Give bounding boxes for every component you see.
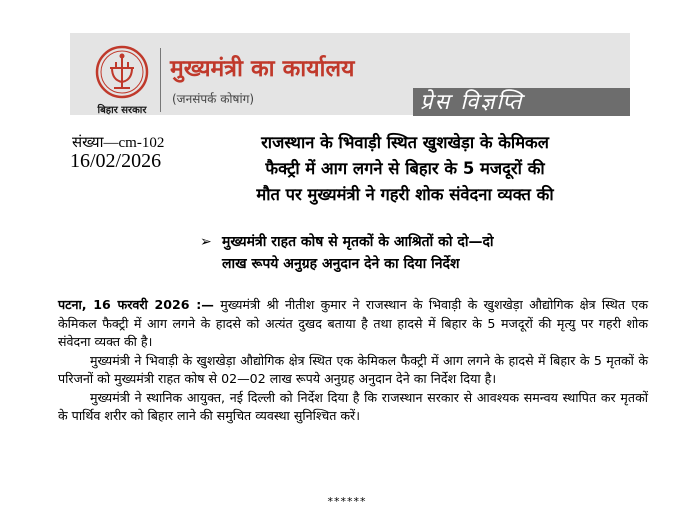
logo-caption: बिहार सरकार [97,105,147,116]
body-paragraph-2: मुख्यमंत्री ने भिवाड़ी के खुशखेड़ा औद्योगिक क्षेत्र स्थित एक केमिकल फैक्ट्री में आग लगने के हादसे में बिहार के 5 मृतकों के परिजनों को मुख्यमंत्री राहत कोष से 02—02 लाख रूपये अनुग्रह अनुदान देने का निर्देश दिया है। [58,352,648,386]
headline [180,130,630,208]
end-marker: ****** [327,495,367,508]
arrow-bullet-icon: ➢ [200,234,212,250]
body-paragraph-3: मुख्यमंत्री ने स्थानिक आयुक्त, नई दिल्ली को निर्देश दिया है कि राजस्थान सरकार से आवश्यक समन्वय स्थापित कर मृतकों के पार्थिव शरीर को बिहार लाने की समुचित व्यवस्था सुनिश्चित करें। [58,389,648,423]
dateline: पटना, 16 फरवरी 2026 :— [58,297,214,312]
office-subtitle: (जनसंपर्क कोषांग) [172,92,255,106]
reference-date: 16/02/2026 [70,150,162,172]
reference-number: संख्या—cm-102 [72,135,165,151]
body-text [58,296,648,426]
bihar-emblem-icon [90,44,154,102]
bihar-emblem [90,44,154,116]
sub-point-line-1: मुख्यमंत्री राहत कोष से मृतकों के आश्रितों को दो—दो [222,234,494,250]
body-paragraph-1 [58,296,648,352]
sub-point-line-2: लाख रूपये अनुग्रह अनुदान देने का दिया निर्देश [222,256,460,272]
headline-line-3: मौत पर मुख्यमंत्री ने गहरी शोक संवेदना व्यक्त की [256,185,554,204]
paragraph-1-text: मुख्यमंत्री श्री नीतीश कुमार ने राजस्थान के भिवाड़ी के खुशखेड़ा औद्योगिक क्षेत्र स्थित एक केमिकल फैक्ट्री में आग लगने के हादसे को अत्यंत दुखद बताया है तथा हादसे में बिहार के 5 मजदूरों की मृत्यु पर गहरी शोक संवेदना व्यक्त की है। [58,297,648,349]
header-divider [160,48,161,112]
press-release-label: प्रेस विज्ञप्ति [420,90,524,115]
headline-line-1: राजस्थान के भिवाड़ी स्थित खुशखेड़ा के केमिकल [261,133,549,152]
headline-line-2: फैक्ट्री में आग लगने से बिहार के 5 मजदूरों की [265,159,545,178]
office-title: मुख्यमंत्री का कार्यालय [170,56,355,82]
